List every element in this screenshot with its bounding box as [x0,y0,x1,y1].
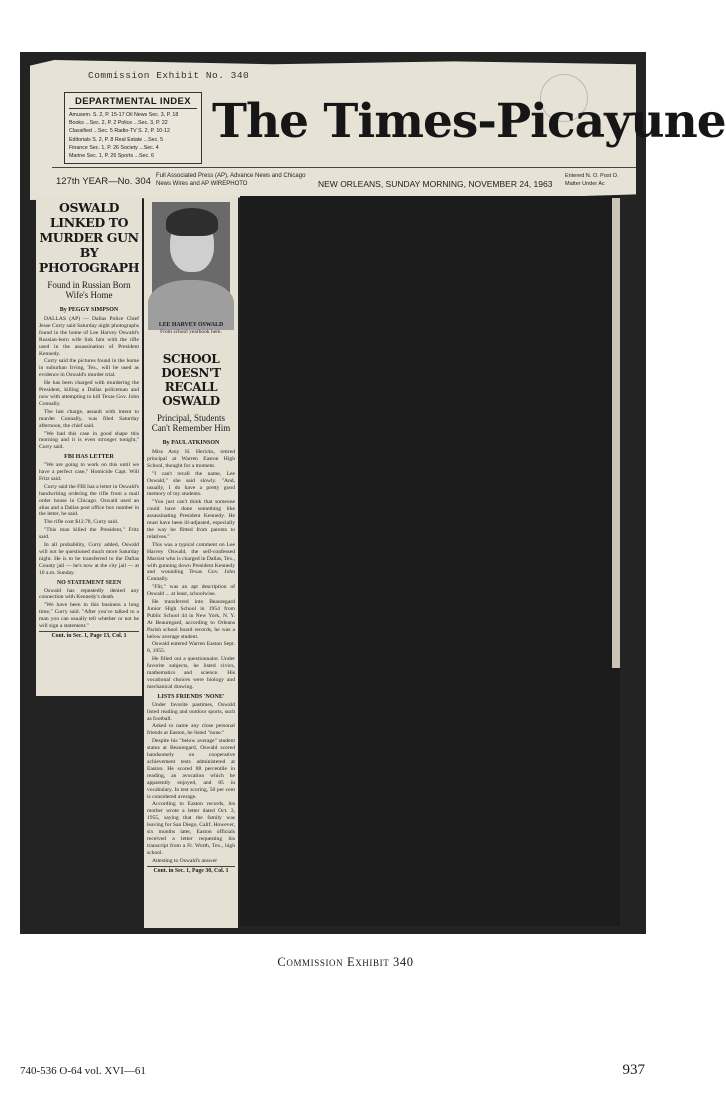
story2-subhead: Principal, Students Can't Remember Him [151,413,231,433]
paragraph: "We are going to work on this until we have a perfect case," Homicide Capt. Will Fritz said. [39,462,139,482]
story-school-doesnt-recall [144,348,238,874]
exhibit-stamp: Commission Exhibit No. 340 [88,70,250,81]
paragraph: Attesting to Oswald's answer [152,857,218,864]
caption-name: LEE HARVEY OSWALD [158,322,224,328]
index-title: DEPARTMENTAL INDEX [69,96,197,109]
paragraph: "This man killed the President," Fritz said. [39,527,139,541]
footer-volume-ref: 740-536 O-64 vol. XVI—61 [20,1065,146,1077]
paragraph: He has been charged with murdering the President, killing a Dallas policeman and now with attempting to kill Texas Gov. John Connally. [39,380,139,407]
paragraph: The last charge, assault with intent to murder Connally, was filed Saturday afternoon, the chief said. [39,408,139,429]
story1-subhead: Found in Russian Born Wife's Home [47,280,131,300]
paragraph: "You just can't think that someone could have done something like assassinating President Kennedy. He must have been ill-adjusted, especially the way he flitted from parents to relatives." [147,499,235,540]
story2-subhead-2: LISTS FRIENDS 'NONE' [157,693,225,700]
story2-continued: Cont. in Sec. 1, Page 30, Col. 1 [147,866,235,874]
paragraph: Asked to name any close personal friends at Easton, he listed "none." [147,723,235,737]
paragraph: Under favorite pastimes, Oswald listed reading and outdoor sports, such as football. [147,701,235,722]
dateline-entered: Entered N. O. Post O. Matter Under Ac [565,173,619,187]
adjacent-column-fragment [612,198,620,668]
paragraph: "We had this case in good shape this morning and it is even stronger tonight," Curry said. [39,430,139,451]
newspaper-masthead: The Times-Picayune [212,94,726,149]
paragraph: Curry said the pictures found in the home in suburban Irving, Tex., will be used as evidence in Oswald's murder trial. [39,358,139,379]
exhibit-caption: Commission Exhibit 340 [277,955,414,969]
paragraph: DALLAS (AP) — Dallas Police Chief Jesse Curry said Saturday night photographs found in the home of Lee Harvey Oswald's Russian-born wife link him with the rifle used in the assassination of President Kennedy. [39,316,139,357]
story1-byline: By PEGGY SIMPSON [59,307,119,313]
paragraph: "Flit," was an apt description of Oswald ... at least, schoolwise. [147,584,235,598]
paragraph: "We have been in this business a long time," Curry said. "After you've talked to a man you can usually tell whether or not he will sign a statement." [39,602,139,630]
story1-headline: OSWALD LINKED TO MURDER GUN BY PHOTOGRAPH [38,200,140,275]
index-line: Finance Sec. 1, P. 26 Society ...Sec. 4 [69,144,159,151]
paragraph: Curry said the FBI has a letter in Oswald's handwriting ordering the rifle from a mail order house in Chicago. Oswald used an alias and a Dallas post office box number in the letter, he said. [39,483,139,518]
story1-subhead-3: NO STATEMENT SEEN [56,579,122,586]
dateline-wires: Full Associated Press (AP), Advance News and Chicago News Wires and AP WIREPHOTO [156,173,306,187]
paragraph: The rifle cost $12.78, Curry said. [44,519,119,526]
dateline-year: 127th YEAR—No. 304 [56,176,151,187]
photo-and-story2-column [144,196,238,928]
index-line: Amusem. S. 2, P. 15-17 Oil News Sec. 3, P. 18 [69,112,179,118]
caption-note: From school yearbook here. [160,329,222,335]
blank-dark-area [240,196,620,926]
paragraph: In all probability, Curry added, Oswald will not be questioned much more Saturday night. He is to be transferred to the Dallas County jail — he's now at the city jail — at 10 a.m. Sunday. [39,542,139,576]
story-oswald-linked [36,196,142,696]
paragraph: Despite his "below average" student status at Beauregard, Oswald scored handsomely on cooperative achievement tests administered at Easton. He scored 88 percentile in reading, an avocation which he apparently enjoyed, and 85 in vocabulary. In test scoring, 50 per cent is considered average. [147,738,235,800]
paragraph: Oswald has repeatedly denied any connection with Kennedy's death. [39,587,139,601]
paragraph: He filled out a questionnaire. Under favorite subjects, he listed civics, mathematics and science. His vocational choices were biology and mechanical drawing. [147,656,235,690]
dateline-rule [52,167,636,168]
page-number: 937 [622,1062,645,1078]
index-line: Marine Sec. 1, P. 26 Sports ...Sec. 6 [69,153,154,160]
paragraph: According to Easton records, his mother wrote a letter dated Oct. 3, 1955, saying that the family was leaving for San Diego, Calif. However, six months later, Easton officials received a letter requesting his transcript from a Ft. Worth, Tex., high school. [147,801,235,856]
paragraph: "I can't recall the name, Lee Oswald," she said slowly. "And, usually, I do have a pretty good memory of my students. [147,470,235,498]
paragraph: Miss Amy H. Hericks, retired principal at Warren Easton High School, thought for a moment. [147,449,235,469]
dateline-city-date: NEW ORLEANS, SUNDAY MORNING, NOVEMBER 24, 1963 [318,179,553,189]
photo-caption [144,322,238,336]
story1-continued: Cont. in Sec. 1, Page 13, Col. 1 [39,631,139,639]
index-line: Books ...Sec. 2, P. 2 Police ...Sec. 3, P. 22 [69,120,168,127]
paragraph: Oswald entered Warren Easton Sept. 8, 1955. [147,641,235,655]
story1-subhead-2: FBI HAS LETTER [64,454,114,461]
story2-body [144,449,238,865]
paragraph: This was a typical comment on Lee Harvey Oswald, the self-confessed Marxist who is charged in Dallas, Tex., with gunning down President Kennedy and wounding Texas Gov. John Connally. [147,541,235,583]
story1-body [36,316,142,630]
oswald-portrait-photo [152,202,230,314]
departmental-index [64,92,202,164]
paragraph: He transferred into Beauregard Junior High School in 1954 from Public School 44 in New York, N. Y. At Beauregard, according to Orleans Parish school board records, he was a below average student. [147,599,235,640]
index-line: Classified ...Sec. 5 Radio-TV S. 2, P. 10-12 [69,128,170,135]
story2-byline: By PAUL ATKINSON [162,440,220,446]
story2-headline: SCHOOL DOESN'T RECALL OSWALD [161,352,221,408]
index-line: Editorials S. 2, P. 8 Real Estate ...Sec. 5 [69,136,164,143]
